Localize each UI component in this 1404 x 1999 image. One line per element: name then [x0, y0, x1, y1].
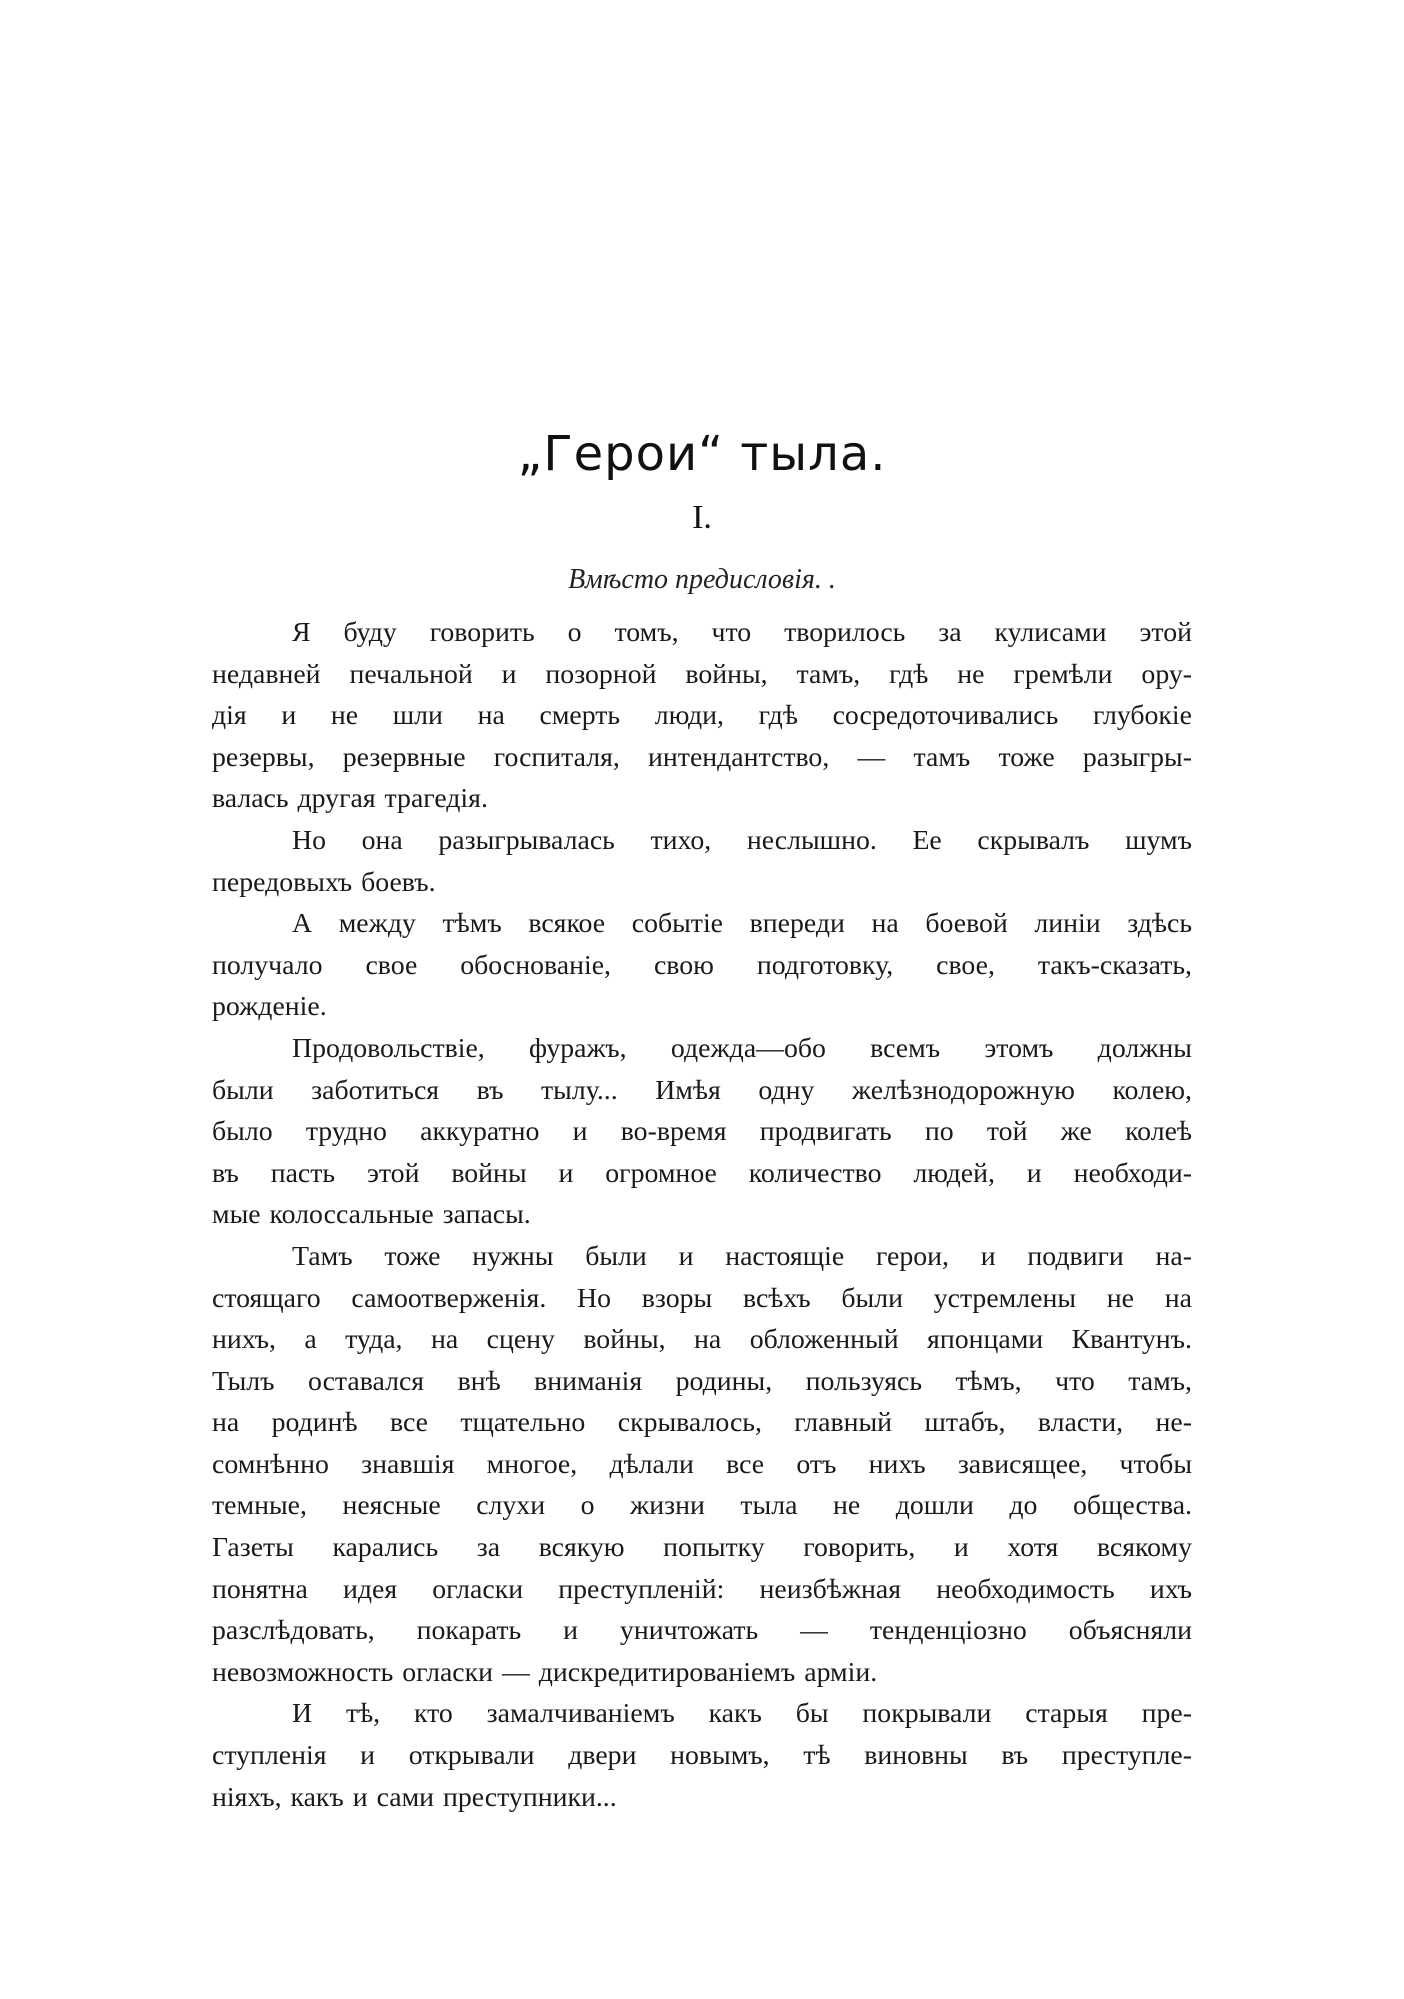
body-text [212, 612, 1192, 1818]
text-line: Я буду говорить о томъ, что творилось за кулисами этой [292, 617, 1192, 648]
text-line: мые колоссальные запасы. [212, 1199, 531, 1231]
text-line: получало свое обоснованіе, свою подготовку, свое, такъ-сказать, [212, 949, 1192, 981]
text-line: стоящаго самоотверженія. Но взоры всѣхъ были устремлены не на [212, 1282, 1192, 1314]
text-line: рожденіе. [212, 991, 327, 1023]
text-line: въ пасть этой войны и огромное количество людей, и необходи- [212, 1157, 1192, 1189]
text-line: темные, неясные слухи о жизни тыла не дошли до общества. [212, 1490, 1192, 1522]
text-line: ніяхъ, какъ и сами преступники... [212, 1781, 617, 1813]
page-title: „Герои“ тыла. [517, 426, 887, 482]
chapter-number: I. [692, 499, 712, 536]
text-line: Газеты карались за всякую попытку говорить, и хотя всякому [212, 1532, 1192, 1564]
text-line: А между тѣмъ всякое событіе впереди на боевой линіи здѣсь [292, 908, 1192, 940]
text-line: понятна идея огласки преступленій: неизбѣжная необходимость ихъ [212, 1573, 1192, 1605]
text-line: И тѣ, кто замалчиваніемъ какъ бы покрывали старыя пре- [292, 1698, 1192, 1730]
text-line: Тылъ оставался внѣ вниманія родины, пользуясь тѣмъ, что тамъ, [212, 1365, 1192, 1397]
text-line: разслѣдовать, покарать и уничтожать — тенденціозно объясняли [212, 1615, 1192, 1647]
text-line: резервы, резервные госпиталя, интендантство, — тамъ тоже разыгры- [212, 741, 1192, 773]
text-line: на родинѣ все тщательно скрывалось, главный штабъ, власти, не- [212, 1407, 1192, 1439]
text-line: дія и не шли на смерть люди, гдѣ сосредоточивались глубокіе [212, 700, 1192, 732]
text-line: невозможность огласки — дискредитированіемъ арміи. [212, 1656, 878, 1688]
section-subtitle: Вмѣсто предисловія. . [568, 564, 836, 595]
text-line: валась другая трагедія. [212, 783, 488, 815]
text-line: передовыхъ боевъ. [212, 866, 436, 898]
text-line: было трудно аккуратно и во-время продвигать по той же колеѣ [212, 1116, 1192, 1148]
text-line: Тамъ тоже нужны были и настоящіе герои, и подвиги на- [292, 1240, 1192, 1272]
text-line: Продовольствіе, фуражъ, одежда—обо всемъ этомъ должны [292, 1032, 1192, 1064]
text-line: нихъ, а туда, на сцену войны, на обложенный японцами Квантунъ. [212, 1324, 1192, 1356]
text-line: Но она разыгрывалась тихо, неслышно. Ее скрывалъ шумъ [292, 824, 1192, 856]
text-line: сомнѣнно знавшія многое, дѣлали все отъ нихъ зависящее, чтобы [212, 1448, 1192, 1480]
text-line: ступленія и открывали двери новымъ, тѣ виновны въ преступле- [212, 1740, 1192, 1772]
text-line: недавней печальной и позорной войны, тамъ, гдѣ не гремѣли ору- [212, 658, 1192, 690]
text-line: были заботиться въ тылу... Имѣя одну желѣзнодорожную колею, [212, 1074, 1192, 1106]
